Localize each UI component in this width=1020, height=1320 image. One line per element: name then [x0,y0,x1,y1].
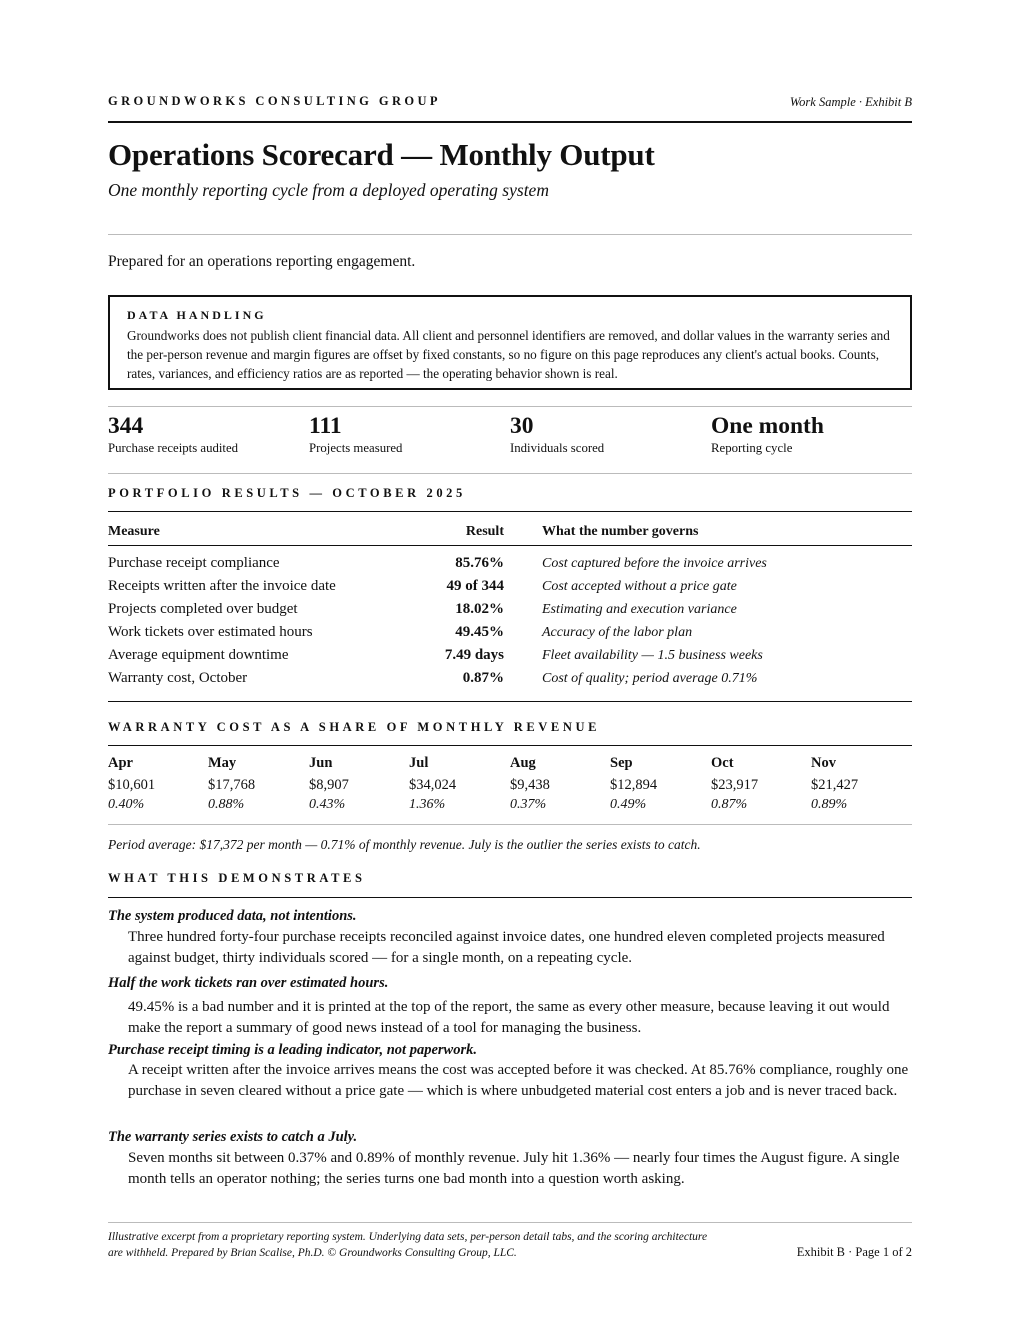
result-cell: 49 of 344 [446,578,504,594]
stat-label: Reporting cycle [711,441,793,455]
document-header [108,94,912,123]
warranty-table [108,745,912,825]
column-header-result: Result [465,524,504,539]
organization-name: GROUNDWORKS CONSULTING GROUP [108,94,441,108]
governs-cell: Accuracy of the labor plan [542,625,693,640]
summary-stats [108,406,912,474]
data-handling-body: Groundworks does not publish client financial data. All client and personnel identifiers are removed, and dollar values in the warranty series and the per-person revenue and margin figures are offset by fixed constants, so no figure on this page reproduces any client's actual books. Counts, rates, variances, and efficiency ratios are as reported — the operating behavior shown is real. [127,328,890,381]
warranty-month-column [108,755,155,813]
finding-body: Seven months sit between 0.37% and 0.89% of monthly revenue. July hit 1.36% — nearly four times the August figure. A single month tells an operator nothing; the series turns one bad month into a question worth asking. [128,1150,900,1187]
warranty-month-column [711,755,758,813]
column-header-governs: What the number governs [542,524,699,539]
stat-label: Purchase receipts audited [108,441,239,455]
table-row [108,624,912,647]
finding-title: The system produced data, not intentions. [108,908,357,924]
warranty-month-column [309,755,349,813]
month-label: Jun [309,755,333,771]
warranty-amount: $23,917 [711,777,759,793]
footer-divider [108,1222,912,1223]
finding-body: Three hundred forty-four purchase receipts reconciled against invoice dates, one hundred eleven completed projects measured against budget, thirty individuals scored — for a single month, on a repeating cycle. [128,929,885,966]
warranty-percent: 0.49% [610,797,647,812]
measure-cell: Purchase receipt compliance [108,555,280,571]
warranty-note: Period average: $17,372 per month — 0.71% of monthly revenue. July is the outlier the series exists to catch. [108,837,701,852]
stat-projects [309,413,402,456]
stat-label: Projects measured [309,441,403,455]
warranty-percent: 0.89% [811,797,848,812]
page-subtitle: One monthly reporting cycle from a deployed operating system [108,180,549,200]
stat-label: Individuals scored [510,441,605,455]
measure-cell: Warranty cost, October [108,670,248,686]
measure-cell: Average equipment downtime [108,647,289,663]
measure-cell: Receipts written after the invoice date [108,578,336,594]
stat-value: One month [711,413,824,439]
portfolio-heading: PORTFOLIO RESULTS — OCTOBER 2025 [108,486,466,500]
warranty-amount: $10,601 [108,777,156,793]
stat-receipts [108,413,238,456]
warranty-month-column [208,755,255,813]
warranty-month-column [610,755,657,813]
finding-body: A receipt written after the invoice arrives means the cost was accepted before it was checked. At 85.76% compliance, roughly one purchase in seven cleared without a price gate — which is where unbudgeted material cost enters a job and is never traced back. [128,1062,909,1099]
stat-individuals [510,413,604,456]
governs-cell: Cost captured before the invoice arrives [542,556,767,571]
month-label: Sep [610,755,633,771]
stat-value: 111 [309,413,342,439]
page-title: Operations Scorecard — Monthly Output [108,137,655,172]
divider [108,897,912,898]
footer-note: Illustrative excerpt from a proprietary reporting system. Underlying data sets, per-person detail tabs, and the scoring architecture are withheld. Prepared by Brian Scalise, Ph.D. © Groundworks Consulting Group, LLC. [108,1231,708,1259]
data-handling-box [108,295,912,390]
month-label: Nov [811,755,836,771]
warranty-percent: 0.37% [510,797,547,812]
month-label: Aug [510,755,536,771]
warranty-amount: $9,438 [510,777,550,793]
governs-cell: Fleet availability — 1.5 business weeks [542,648,763,663]
divider [108,234,912,235]
warranty-percent: 1.36% [409,797,446,812]
measure-cell: Work tickets over estimated hours [108,624,313,640]
warranty-percent: 0.88% [208,797,245,812]
page-number: Exhibit B · Page 1 of 2 [796,1245,912,1259]
finding-title: Purchase receipt timing is a leading indicator, not paperwork. [108,1042,477,1058]
warranty-month-column [409,755,456,813]
stat-value: 30 [510,413,534,439]
table-row [108,601,912,624]
month-label: Oct [711,755,734,771]
finding-title: Half the work tickets ran over estimated hours. [108,975,389,991]
demonstrates-heading: WHAT THIS DEMONSTRATES [108,871,366,885]
warranty-amount: $8,907 [309,777,349,793]
warranty-percent: 0.87% [711,797,748,812]
result-cell: 85.76% [455,555,504,571]
data-handling-heading: DATA HANDLING [127,308,267,322]
table-row [108,578,912,601]
portfolio-results-table [108,511,912,702]
finding-body: 49.45% is a bad number and it is printed at the top of the report, the same as every other measure, because leaving it out would make the report a summary of good news instead of a tool for managing the business. [128,999,890,1036]
governs-cell: Estimating and execution variance [542,602,737,617]
table-row [108,555,912,578]
governs-cell: Cost of quality; period average 0.71% [542,671,758,686]
stat-cycle [711,413,824,456]
month-label: May [208,755,237,771]
prepared-statement: Prepared for an operations reporting engagement. [108,253,416,270]
warranty-percent: 0.40% [108,797,145,812]
warranty-month-column [510,755,550,813]
table-row [108,647,912,670]
table-row [108,670,912,693]
result-cell: 18.02% [455,601,504,617]
warranty-amount: $34,024 [409,777,457,793]
stat-value: 344 [108,413,144,439]
finding-title: The warranty series exists to catch a July. [108,1129,358,1145]
result-cell: 7.49 days [444,647,504,663]
measure-cell: Projects completed over budget [108,601,298,617]
warranty-heading: WARRANTY COST AS A SHARE OF MONTHLY REVENUE [108,720,601,734]
warranty-percent: 0.43% [309,797,346,812]
month-label: Apr [108,755,133,771]
warranty-amount: $21,427 [811,777,859,793]
result-cell: 49.45% [455,624,504,640]
month-label: Jul [409,755,429,771]
warranty-amount: $12,894 [610,777,658,793]
warranty-amount: $17,768 [208,777,256,793]
column-header-measure: Measure [108,524,160,539]
result-cell: 0.87% [462,670,504,686]
exhibit-label: Work Sample · Exhibit B [789,95,912,109]
header-divider [108,545,912,546]
governs-cell: Cost accepted without a price gate [542,579,737,594]
warranty-month-column [811,755,858,813]
